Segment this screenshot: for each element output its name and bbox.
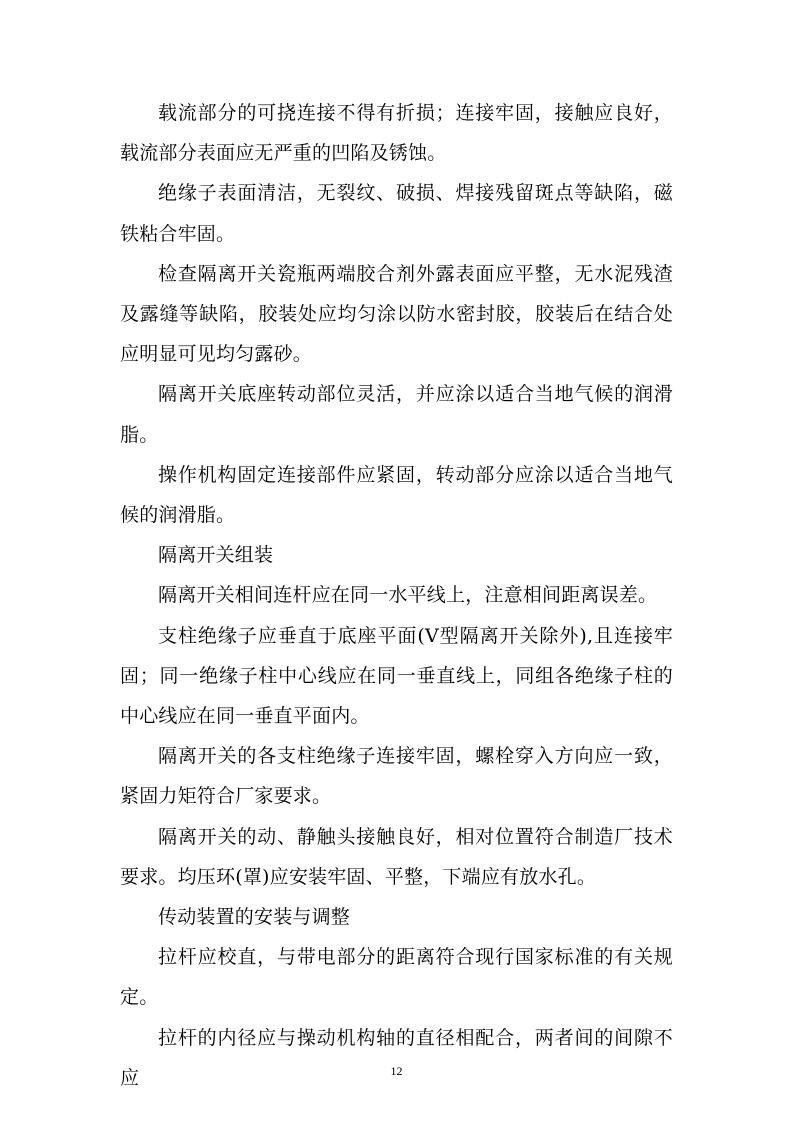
- paragraph-contact-alignment: 隔离开关的动、静触头接触良好，相对位置符合制造厂技术要求。均压环(罩)应安装牢固、平整，下端应有放水孔。: [120, 825, 673, 888]
- paragraph-rod-diameter: 拉杆的内径应与操动机构轴的直径相配合，两者间的间隙不应: [120, 1026, 673, 1089]
- page-number: 12: [390, 1064, 403, 1078]
- section-heading-transmission: 传动装置的安装与调整: [158, 906, 351, 929]
- paragraph-conductive-parts: 载流部分的可挠连接不得有折损；连接牢固，接触应良好，载流部分表面应无严重的凹陷及锈蚀。: [120, 102, 673, 165]
- paragraph-pull-rod: 拉杆应校直，与带电部分的距离符合现行国家标准的有关规定。: [120, 946, 673, 1009]
- paragraph-porcelain-check: 检查隔离开关瓷瓶两端胶合剂外露表面应平整，无水泥残渣及露缝等缺陷，胶装处应均匀涂以防水密封胶，胶装后在结合处应明显可见均匀露砂。: [120, 262, 673, 366]
- paragraph-post-insulator: 支柱绝缘子应垂直于底座平面(V型隔离开关除外),且连接牢固；同一绝缘子柱中心线应在同一垂直线上，同组各绝缘子柱的中心线应在同一垂直平面内。: [120, 624, 673, 728]
- paragraph-mechanism-fixing: 操作机构固定连接部件应紧固，转动部分应涂以适合当地气候的润滑脂。: [120, 463, 673, 527]
- paragraph-base-rotation: 隔离开关底座转动部位灵活，并应涂以适合当地气候的润滑脂。: [120, 383, 673, 446]
- paragraph-insulator-surface: 绝缘子表面清洁，无裂纹、破损、焊接残留斑点等缺陷，磁铁粘合牢固。: [120, 182, 673, 245]
- section-heading-assembly: 隔离开关组装: [158, 544, 274, 567]
- paragraph-bolt-direction: 隔离开关的各支柱绝缘子连接牢固，螺栓穿入方向应一致，紧固力矩符合厂家要求。: [120, 745, 673, 808]
- body-text: [120, 93, 673, 1098]
- paragraph-phase-linkage: 隔离开关相间连杆应在同一水平线上，注意相间距离误差。: [158, 584, 658, 607]
